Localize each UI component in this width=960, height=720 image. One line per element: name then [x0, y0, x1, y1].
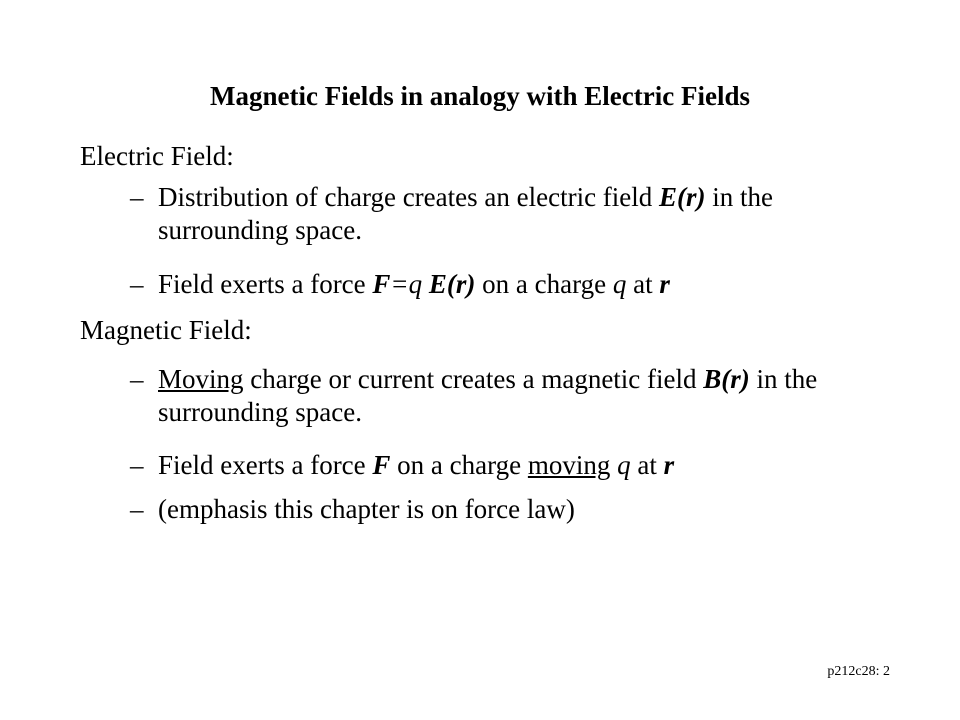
force-symbol: F: [372, 450, 391, 480]
charge-symbol: q: [612, 269, 627, 299]
text-run: Field exerts a force: [158, 450, 373, 480]
slide-title: Magnetic Fields in analogy with Electric Fields: [210, 81, 750, 111]
charge-symbol: q: [617, 450, 631, 480]
text-run: in the surrounding space.: [158, 182, 774, 245]
bullet-dash: –: [130, 269, 144, 299]
position-symbol: r: [659, 269, 670, 299]
electric-field-symbol: E(r): [659, 182, 706, 212]
text-run: at: [630, 450, 664, 480]
electric-bullet-distribution: [130, 181, 890, 247]
slide-footer: p212c28: 2: [827, 664, 890, 679]
moving-underlined: Moving: [158, 364, 244, 394]
magnetic-field-symbol: B(r): [703, 364, 750, 394]
bullet-dash: –: [130, 494, 144, 524]
bullet-dash: –: [130, 364, 144, 394]
equation-text: =q: [390, 269, 429, 299]
electric-field-symbol: E(r): [428, 269, 476, 299]
position-symbol: r: [663, 450, 675, 480]
moving-underlined: moving: [527, 450, 611, 480]
text-run: at: [626, 269, 660, 299]
bullet-dash: –: [130, 450, 144, 480]
magnetic-bullet-emphasis: [130, 493, 890, 526]
text-run: on a charge: [390, 450, 528, 480]
text-run: Field exerts a force: [158, 269, 373, 299]
bullet-text: [130, 363, 890, 429]
text-run: on a charge: [475, 269, 613, 299]
magnetic-field-heading: Magnetic Field:: [80, 315, 252, 345]
electric-field-heading: Electric Field:: [80, 141, 234, 171]
electric-bullet-force: [130, 268, 890, 301]
text-run: charge or current creates a magnetic field: [243, 364, 704, 394]
bullet-text: [130, 268, 890, 301]
magnetic-bullet-force: [130, 449, 890, 482]
bullet-text: [130, 449, 890, 482]
bullet-text: (emphasis this chapter is on force law): [158, 494, 575, 524]
magnetic-bullet-moving-charge: [130, 363, 890, 429]
text-run: Distribution of charge creates an electric field: [158, 182, 660, 212]
bullet-text: [130, 181, 890, 247]
force-symbol: F: [372, 269, 391, 299]
text-run: in the surrounding space.: [158, 364, 818, 427]
bullet-dash: –: [130, 182, 144, 212]
